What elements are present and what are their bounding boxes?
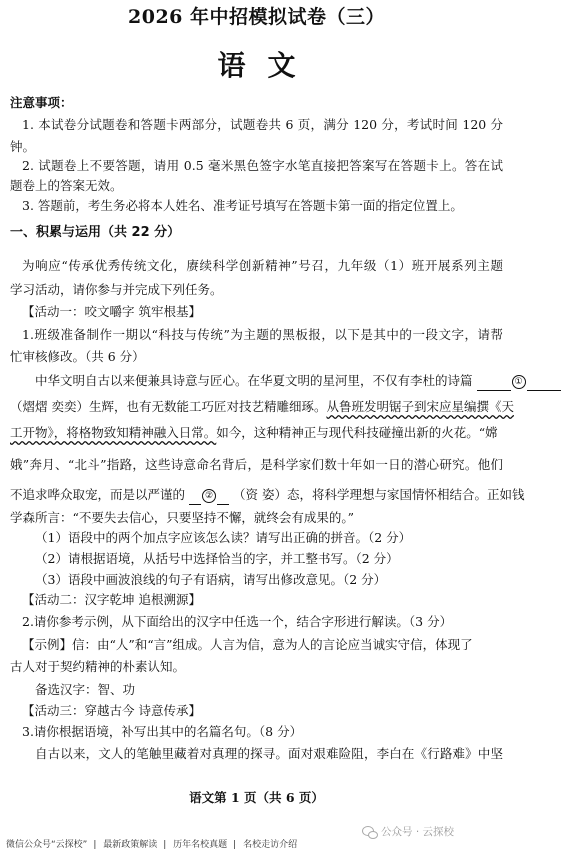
bottom-bar-item: 历年名校真题 [173, 840, 228, 850]
notice-heading: 注意事项： [10, 95, 73, 110]
wavy-sentence-a: 从鲁班发明锯子到宋应星编撰《天 [326, 399, 514, 414]
question-2: 2.请你参考示例，从下面给出的汉字中任选一个，结合字形进行解读。（3 分） [22, 614, 453, 629]
watermark-text: 公众号 · 云探校 [381, 826, 455, 838]
section-heading: 一、积累与运用（共 22 分） [10, 225, 181, 240]
question-3: 3.请你根据语境，补写出其中的名篇名句。（8 分） [22, 724, 303, 739]
passage-text: 不追求哗众取宠，而是以严谨的 [10, 487, 186, 502]
passage-line-1 [35, 371, 523, 391]
passage-line-2 [10, 397, 514, 417]
bottom-bar: 微信公众号“云探校” | 最新政策解读 | 历年名校真题 | 名校走访介绍 [6, 840, 298, 850]
answer-blank-2b [217, 492, 229, 505]
example-line-2: 古人对于契约精神的朴素认知。 [10, 659, 186, 674]
passage-text: 如今，这种精神正与现代科技碰撞出新的火花。“嫦 [216, 425, 498, 440]
notice-item-2: 2. 试题卷上不要答题，请用 0.5 毫米黑色签字水笔直接把答案写在答题卡上。答在试 [22, 158, 503, 173]
activity-2-heading: 【活动二：汉字乾坤 追根溯源】 [22, 592, 201, 607]
sub-question-1: （1）语段中的两个加点字应该怎么读？请写出正确的拼音。（2 分） [35, 530, 412, 545]
answer-blank-2 [189, 492, 201, 505]
passage-line-6: 学森所言：“不要失去信心，只要坚持不懈，就终会有成果的。” [10, 510, 355, 525]
exam-title: 2026 年中招模拟试卷（三） [128, 6, 385, 28]
activity-3-heading: 【活动三：穿越古今 诗意传承】 [22, 703, 201, 718]
bottom-bar-item: 微信公众号“云探校” [6, 840, 88, 850]
passage-text: 中华文明自古以来便兼具诗意与匠心。在华夏文明的星河里，不仅有李杜的诗篇 [35, 373, 473, 388]
sub-question-2: （2）请根据语境，从括号中选择恰当的字，并工整书写。（2 分） [35, 551, 399, 566]
question-1: 1.班级准备制作一期以“科技与传统”为主题的黑板报，以下是其中的一段文字，请帮 [22, 327, 503, 342]
question-1-cont: 忙审核修改。（共 6 分） [10, 349, 145, 364]
blank-marker-2: ② [202, 489, 216, 503]
bottom-bar-item: 最新政策解读 [103, 840, 158, 850]
notice-item-2-cont: 题卷上的答案无效。 [10, 178, 123, 193]
passage-line-5 [10, 485, 525, 505]
sub-question-3: （3）语段中画波浪线的句子有语病，请写出修改意见。（2 分） [35, 572, 387, 587]
blank-marker-1: ① [512, 375, 526, 389]
answer-blank-1b [527, 378, 561, 391]
subject-title: 语文 [217, 49, 318, 82]
passage-line-3 [10, 423, 503, 443]
example-line-1: 【示例】信：由“人”和“言”组成。人言为信，意为人的言论应当诚实守信，体现了 [22, 637, 473, 652]
passage-line-4: 娥”奔月、“北斗”指路，这些诗意命名背后，是科学家们数十年如一日的潜心研究。他们 [10, 457, 503, 472]
notice-item-1-cont: 钟。 [10, 139, 36, 154]
notice-item-3: 3. 答题前，考生务必将本人姓名、准考证号填写在答题卡第一面的指定位置上。 [22, 198, 463, 213]
intro-line-1: 为响应“传承优秀传统文化，赓续科学创新精神”号召，九年级（1）班开展系列主题 [22, 258, 503, 273]
passage-text: （熠熠 奕奕）生辉，也有无数能工巧匠对技艺精雕细琢。 [10, 399, 327, 414]
intro-line-2: 学习活动，请你参与并完成下列任务。 [10, 282, 223, 297]
activity-1-heading: 【活动一：咬文嚼字 筑牢根基】 [22, 304, 201, 319]
bottom-bar-item: 名校走访介绍 [243, 840, 298, 850]
candidate-characters: 备选汉字：智、功 [35, 682, 136, 697]
answer-blank-1 [477, 378, 511, 391]
passage-3-line-1: 自古以来，文人的笔触里藏着对真理的探寻。面对艰难险阻，李白在《行路难》中坚 [35, 746, 503, 761]
passage-text: （资 姿）态，将科学理想与家国情怀相结合。正如钱 [232, 487, 525, 502]
wavy-sentence-b: 工开物》，将格物致知精神融入日常。 [10, 425, 217, 440]
page-number: 语文第 1 页（共 6 页） [189, 790, 324, 805]
notice-item-1: 1. 本试卷分试题卷和答题卡两部分，试题卷共 6 页，满分 120 分，考试时间 120 分 [22, 117, 503, 132]
